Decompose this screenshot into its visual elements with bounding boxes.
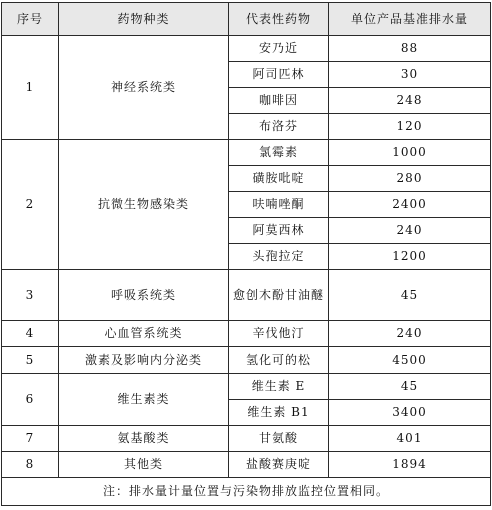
drug-name: 辛伐他汀 <box>229 321 329 347</box>
group-no: 6 <box>2 374 59 426</box>
drug-name: 安乃近 <box>229 36 329 62</box>
group-category: 其他类 <box>59 452 229 478</box>
table-row <box>2 347 491 374</box>
table-row <box>2 140 491 166</box>
table-row <box>2 321 491 347</box>
drug-value: 240 <box>329 218 491 244</box>
group-no: 1 <box>2 36 59 140</box>
drug-value: 30 <box>329 62 491 88</box>
drug-value: 45 <box>329 374 491 400</box>
group-category: 呼吸系统类 <box>59 270 229 321</box>
group-no: 5 <box>2 347 59 374</box>
group-no: 4 <box>2 321 59 347</box>
group-category: 氨基酸类 <box>59 426 229 452</box>
table-row <box>2 426 491 452</box>
drug-name: 氢化可的松 <box>229 347 329 374</box>
drug-value: 2400 <box>329 192 491 218</box>
drug-name: 甘氨酸 <box>229 426 329 452</box>
header-no: 序号 <box>2 3 59 36</box>
group-no: 2 <box>2 140 59 270</box>
drug-value: 1000 <box>329 140 491 166</box>
table-row <box>2 36 491 62</box>
drug-value: 88 <box>329 36 491 62</box>
drug-name: 呋喃唑酮 <box>229 192 329 218</box>
group-category: 神经系统类 <box>59 36 229 140</box>
drainage-standard-table <box>1 2 491 506</box>
drug-value: 248 <box>329 88 491 114</box>
header-value: 单位产品基准排水量 <box>329 3 491 36</box>
drug-name: 氯霉素 <box>229 140 329 166</box>
drug-value: 3400 <box>329 400 491 426</box>
drug-name: 阿莫西林 <box>229 218 329 244</box>
drug-name: 维生素 B1 <box>229 400 329 426</box>
drug-name: 布洛芬 <box>229 114 329 140</box>
drug-name: 头孢拉定 <box>229 244 329 270</box>
drug-value: 240 <box>329 321 491 347</box>
table-row <box>2 452 491 478</box>
table-row <box>2 374 491 400</box>
drug-name: 愈创木酚甘油醚 <box>229 270 329 321</box>
drug-value: 280 <box>329 166 491 192</box>
table-row <box>2 270 491 321</box>
drug-name: 咖啡因 <box>229 88 329 114</box>
note-row <box>2 478 491 506</box>
group-category: 维生素类 <box>59 374 229 426</box>
group-category: 激素及影响内分泌类 <box>59 347 229 374</box>
group-category: 抗微生物感染类 <box>59 140 229 270</box>
drug-value: 1894 <box>329 452 491 478</box>
drug-value: 45 <box>329 270 491 321</box>
header-category: 药物种类 <box>59 3 229 36</box>
table-header-row <box>2 3 491 36</box>
table-note: 注：排水量计量位置与污染物排放监控位置相同。 <box>2 478 491 506</box>
drug-name: 磺胺吡啶 <box>229 166 329 192</box>
drug-value: 401 <box>329 426 491 452</box>
drug-name: 盐酸赛庚啶 <box>229 452 329 478</box>
header-drug: 代表性药物 <box>229 3 329 36</box>
drug-name: 维生素 E <box>229 374 329 400</box>
drug-value: 1200 <box>329 244 491 270</box>
group-no: 7 <box>2 426 59 452</box>
group-no: 8 <box>2 452 59 478</box>
group-no: 3 <box>2 270 59 321</box>
drug-value: 120 <box>329 114 491 140</box>
drug-value: 4500 <box>329 347 491 374</box>
drug-name: 阿司匹林 <box>229 62 329 88</box>
group-category: 心血管系统类 <box>59 321 229 347</box>
